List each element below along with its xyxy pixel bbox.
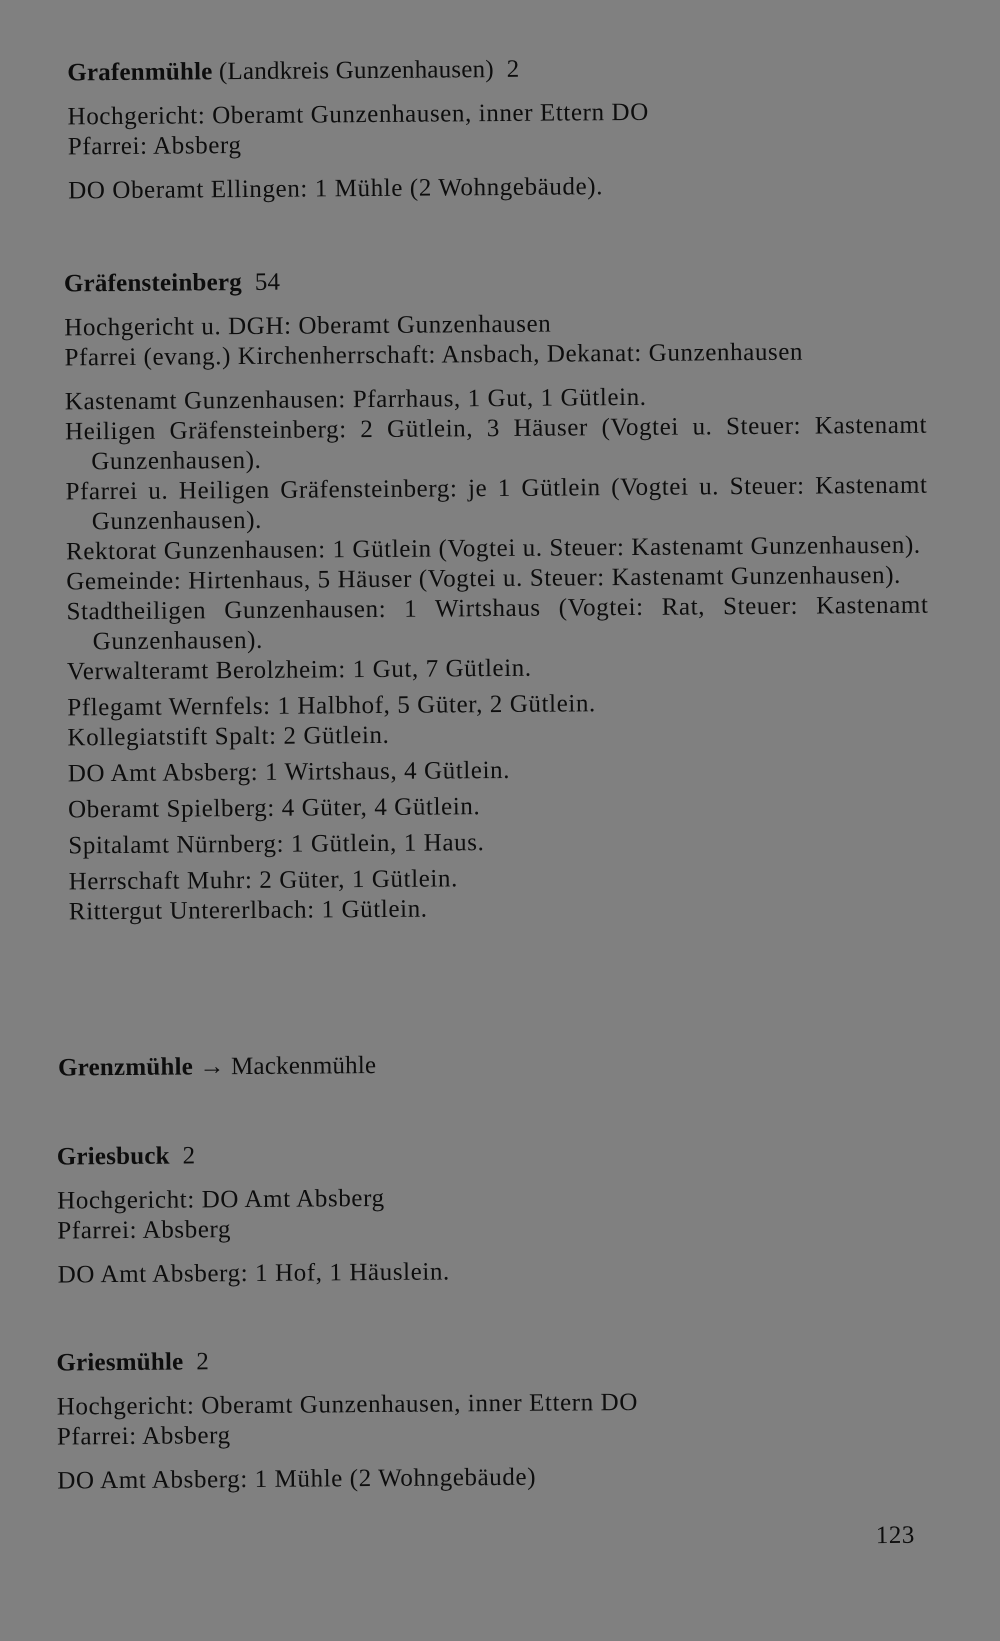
entry-name: Grafenmühle (67, 58, 213, 87)
holding-line: Oberamt Spielberg: 4 Güter, 4 Gütlein. (67, 793, 481, 824)
holding-line: DO Oberamt Ellingen: 1 Mühle (2 Wohngebäude). (68, 173, 604, 205)
pfarrei-line: Pfarrei: Absberg (67, 132, 242, 161)
hochgericht-line: Hochgericht: Oberamt Gunzenhausen, inner Ettern DO (67, 98, 649, 131)
holding-line: Rittergut Untererlbach: 1 Gütlein. (68, 895, 428, 926)
entry-heading (58, 1047, 928, 1084)
entry-griesmuehle (56, 1342, 927, 1497)
pfarrei-line: Pfarrei (evang.) Kirchenherrschaft: Ansbach, Dekanat: Gunzenhausen (64, 338, 804, 372)
hochgericht-line: Hochgericht: DO Amt Absberg (57, 1184, 385, 1215)
entry-heading (56, 1342, 926, 1379)
pfarrei-line: Pfarrei: Absberg (56, 1422, 231, 1451)
holding-line: Pflegamt Wernfels: 1 Halbhof, 5 Güter, 2 Gütlein. (67, 690, 596, 722)
entry-suffix: (Landkreis Gunzenhausen) 2 (212, 55, 520, 86)
entry-grenzmuehle (58, 1047, 928, 1084)
entry-heading (64, 263, 926, 300)
hochgericht-line: Hochgericht: Oberamt Gunzenhausen, inner Ettern DO (56, 1388, 639, 1421)
holding-line: Spitalamt Nürnberg: 1 Gütlein, 1 Haus. (68, 829, 485, 860)
hochgericht-line: Hochgericht u. DGH: Oberamt Gunzenhausen (64, 310, 552, 342)
holding-line: Gemeinde: Hirtenhaus, 5 Häuser (Vogtei u. Steuer: Kastenamt Gunzenhausen). (66, 561, 902, 596)
holding-line: Kastenamt Gunzenhausen: Pfarrhaus, 1 Gut, 1 Gütlein. (64, 383, 647, 416)
holding-line: Kollegiatstift Spalt: 2 Gütlein. (67, 721, 390, 752)
entry-graefensteinberg (64, 263, 931, 928)
entry-griesbuck (57, 1136, 928, 1291)
entry-grafenmuehle (67, 52, 938, 207)
cross-reference: → Mackenmühle (192, 1051, 377, 1081)
page-number: 123 (875, 1521, 915, 1550)
holding-line: Pfarrei u. Heiligen Gräfensteinberg: je 1 Gütlein (Vogtei u. Steuer: Kastenamt Gunzenhausen). (65, 471, 928, 536)
holding-line: Verwalteramt Berolzheim: 1 Gut, 7 Gütlein. (66, 654, 532, 686)
holding-line: Heiligen Gräfensteinberg: 2 Gütlein, 3 Häuser (Vogtei u. Steuer: Kastenamt Gunzenhausen). (64, 411, 928, 476)
holding-line: Rektorat Gunzenhausen: 1 Gütlein (Vogtei u. Steuer: Kastenamt Gunzenhausen). (65, 531, 921, 566)
entry-name: Griesbuck (56, 1142, 170, 1171)
entry-heading (57, 1136, 927, 1173)
entry-name: Grenzmühle (57, 1053, 194, 1082)
entry-suffix: 2 (183, 1348, 210, 1376)
holding-line: Herrschaft Muhr: 2 Güter, 1 Gütlein. (68, 865, 458, 896)
holding-line: DO Amt Absberg: 1 Wirtshaus, 4 Gütlein. (67, 756, 511, 788)
entry-suffix: 54 (241, 268, 281, 297)
pfarrei-line: Pfarrei: Absberg (57, 1216, 232, 1245)
holding-line: Stadtheiligen Gunzenhausen: 1 Wirtshaus (Vogtei: Rat, Steuer: Kastenamt Gunzenhausen). (66, 591, 929, 656)
entry-suffix: 2 (169, 1142, 196, 1170)
holding-line: DO Amt Absberg: 1 Hof, 1 Häuslein. (57, 1258, 450, 1289)
entry-name: Griesmühle (56, 1348, 184, 1377)
entry-name: Gräfensteinberg (63, 269, 243, 298)
entry-heading (67, 52, 937, 89)
holding-line: DO Amt Absberg: 1 Mühle (2 Wohngebäude) (57, 1463, 537, 1495)
